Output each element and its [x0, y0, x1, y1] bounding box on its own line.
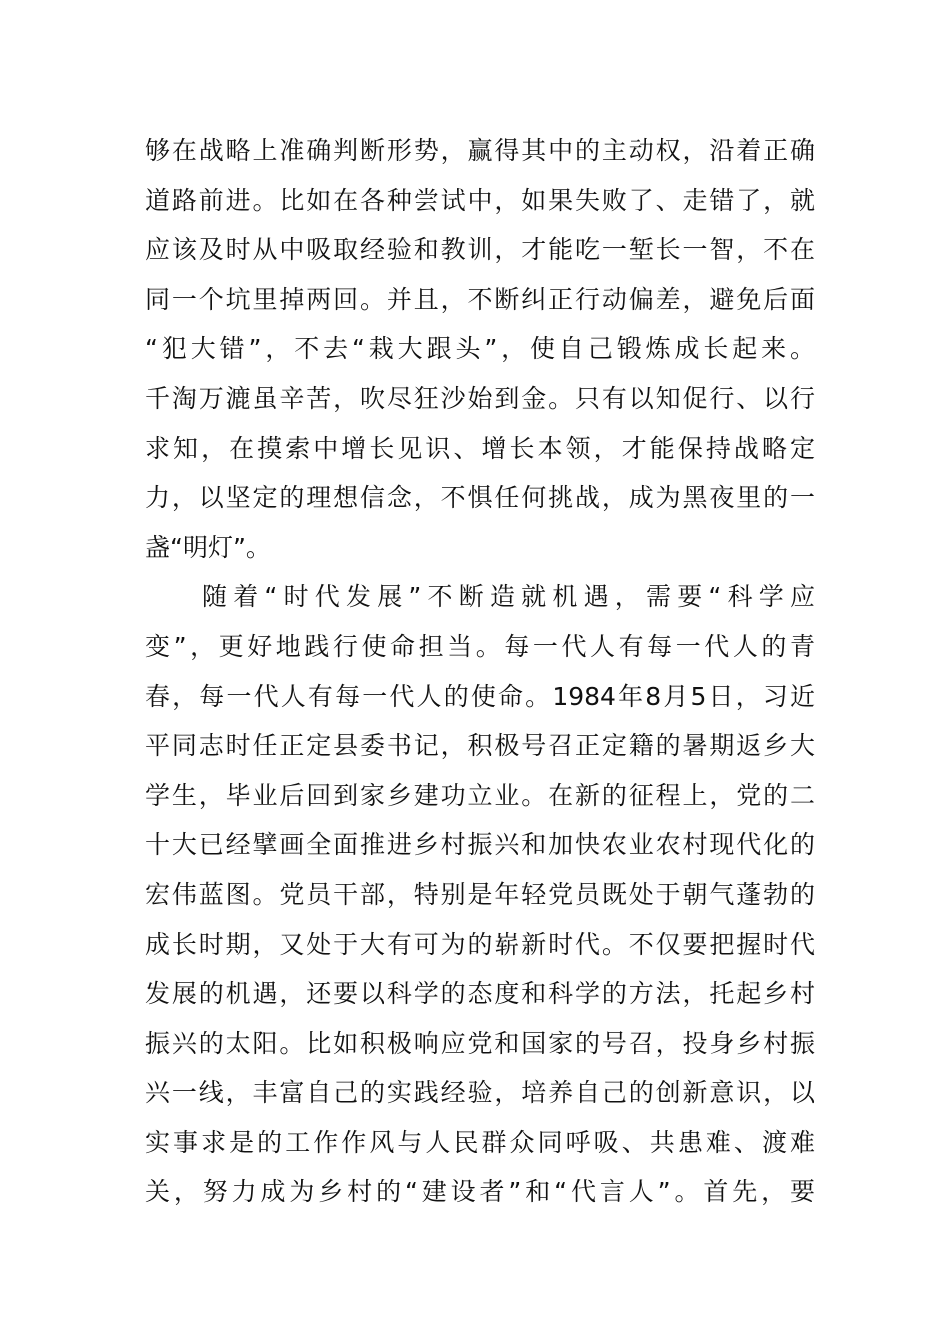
text-line: 实事求是的工作作风与人民群众同呼吸、共患难、渡难 — [145, 1127, 815, 1157]
text-line: 求知，在摸索中增长见识、增长本领，才能保持战略定 — [145, 433, 815, 463]
text-line: 够在战略上准确判断形势，赢得其中的主动权，沿着正确 — [145, 136, 815, 165]
text-line: 关，努力成为乡村的“建设者”和“代言人”。首先，要 — [145, 1177, 815, 1207]
text-line: 宏伟蓝图。党员干部，特别是年轻党员既处于朝气蓬勃的 — [145, 879, 815, 909]
text-line: 兴一线，丰富自己的实践经验，培养自己的创新意识，以 — [145, 1078, 815, 1108]
text-line: 发展的机遇，还要以科学的态度和科学的方法，托起乡村 — [145, 979, 815, 1009]
text-line: 振兴的太阳。比如积极响应党和国家的号召，投身乡村振 — [145, 1028, 815, 1058]
text-line: 十大已经擘画全面推进乡村振兴和加快农业农村现代化的 — [145, 830, 815, 860]
text-line: 平同志时任正定县委书记，积极号召正定籍的暑期返乡大 — [145, 731, 815, 761]
text-line: 千淘万漉虽辛苦，吹尽狂沙始到金。只有以知促行、以行 — [145, 383, 815, 413]
text-line: 力，以坚定的理想信念，不惧任何挑战，成为黑夜里的一 — [145, 483, 815, 513]
text-line: 春，每一代人有每一代人的使命。1984年8月5日，习近 — [145, 681, 815, 711]
text-line: 随着“时代发展”不断造就机遇，需要“科学应 — [202, 582, 815, 612]
text-line: 变”，更好地践行使命担当。每一代人有每一代人的青 — [145, 631, 815, 661]
text-line: 应该及时从中吸取经验和教训，才能吃一堑长一智，不在 — [145, 235, 815, 265]
body-text — [145, 126, 815, 1217]
text-line: 学生，毕业后回到家乡建功立业。在新的征程上，党的二 — [145, 780, 815, 810]
text-line: 盏“明灯”。 — [145, 532, 271, 562]
text-line: 同一个坑里掉两回。并且，不断纠正行动偏差，避免后面 — [145, 284, 815, 314]
text-line: 道路前进。比如在各种尝试中，如果失败了、走错了，就 — [145, 185, 815, 215]
text-line: 成长时期，又处于大有可为的崭新时代。不仅要把握时代 — [145, 929, 815, 959]
text-line: “犯大错”，不去“栽大跟头”，使自己锻炼成长起来。 — [145, 334, 815, 364]
paragraph-1 — [145, 126, 815, 572]
paragraph-2 — [145, 572, 815, 1217]
